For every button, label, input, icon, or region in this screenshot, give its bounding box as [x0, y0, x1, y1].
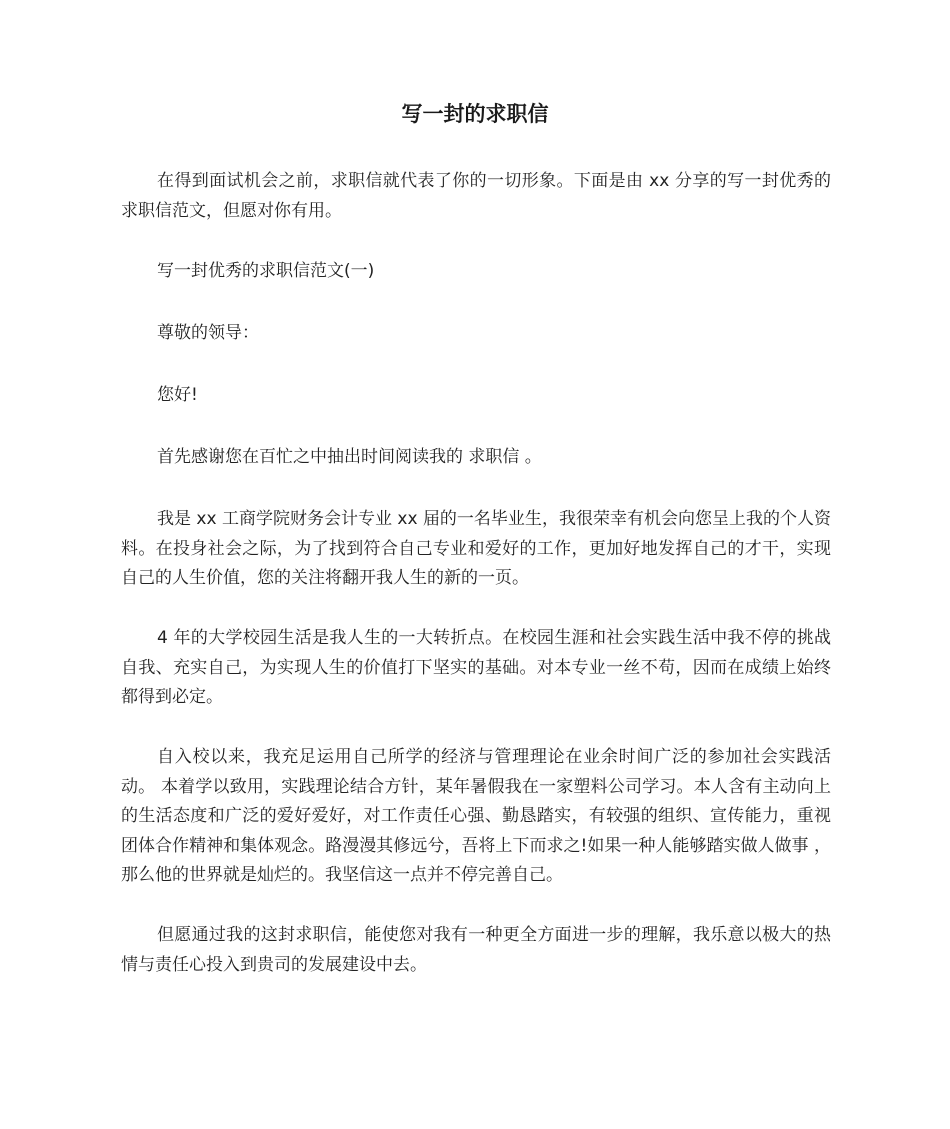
greeting: 您好! — [157, 385, 198, 405]
university-life-paragraph: 4 年的大学校园生活是我人生的一大转折点。在校园生涯和社会实践生活中我不停的挑战自我、充实自己，为实现人生的价值打下坚实的基础。对本专业一丝不苟，因而在成绩上始终都得到必定。 — [121, 628, 831, 708]
thanks-paragraph: 首先感谢您在百忙之中抽出时间阅读我的 求职信 。 — [157, 447, 542, 467]
sample-heading: 写一封优秀的求职信范文(一) — [157, 261, 375, 281]
closing-paragraph: 但愿通过我的这封求职信，能使您对我有一种更全方面进一步的理解，我乐意以极大的热情与责任心投入到贵司的发展建设中去。 — [121, 925, 831, 975]
self-introduction-paragraph: 我是 xx 工商学院财务会计专业 xx 届的一名毕业生，我很荣幸有机会向您呈上我的个人资料。在投身社会之际，为了找到符合自己专业和爱好的工作，更加好地发挥自己的才干，实现自己的人生价值，您的关注将翻开我人生的新的一页。 — [121, 509, 831, 589]
intro-paragraph: 在得到面试机会之前，求职信就代表了你的一切形象。下面是由 xx 分享的写一封优秀的求职信范文，但愿对你有用。 — [121, 171, 831, 221]
document-title: 写一封的求职信 — [401, 102, 549, 126]
salutation: 尊敬的领导： — [157, 323, 259, 343]
practice-paragraph: 自入校以来，我充足运用自己所学的经济与管理理论在业余时间广泛的参加社会实践活动。 本着学以致用，实践理论结合方针，某年暑假我在一家塑料公司学习。本人含有主动向上的生活态度和广泛的爱好爱好，对工作责任心强、勤恳踏实，有较强的组织、宣传能力，重视团体合作精神和集体观念。路漫漫其修远兮，吾将上下而求之!如果一种人能够踏实做人做事 ，那么他的世界就是灿烂的。我坚信这一点并不停完善自己。 — [121, 747, 831, 886]
